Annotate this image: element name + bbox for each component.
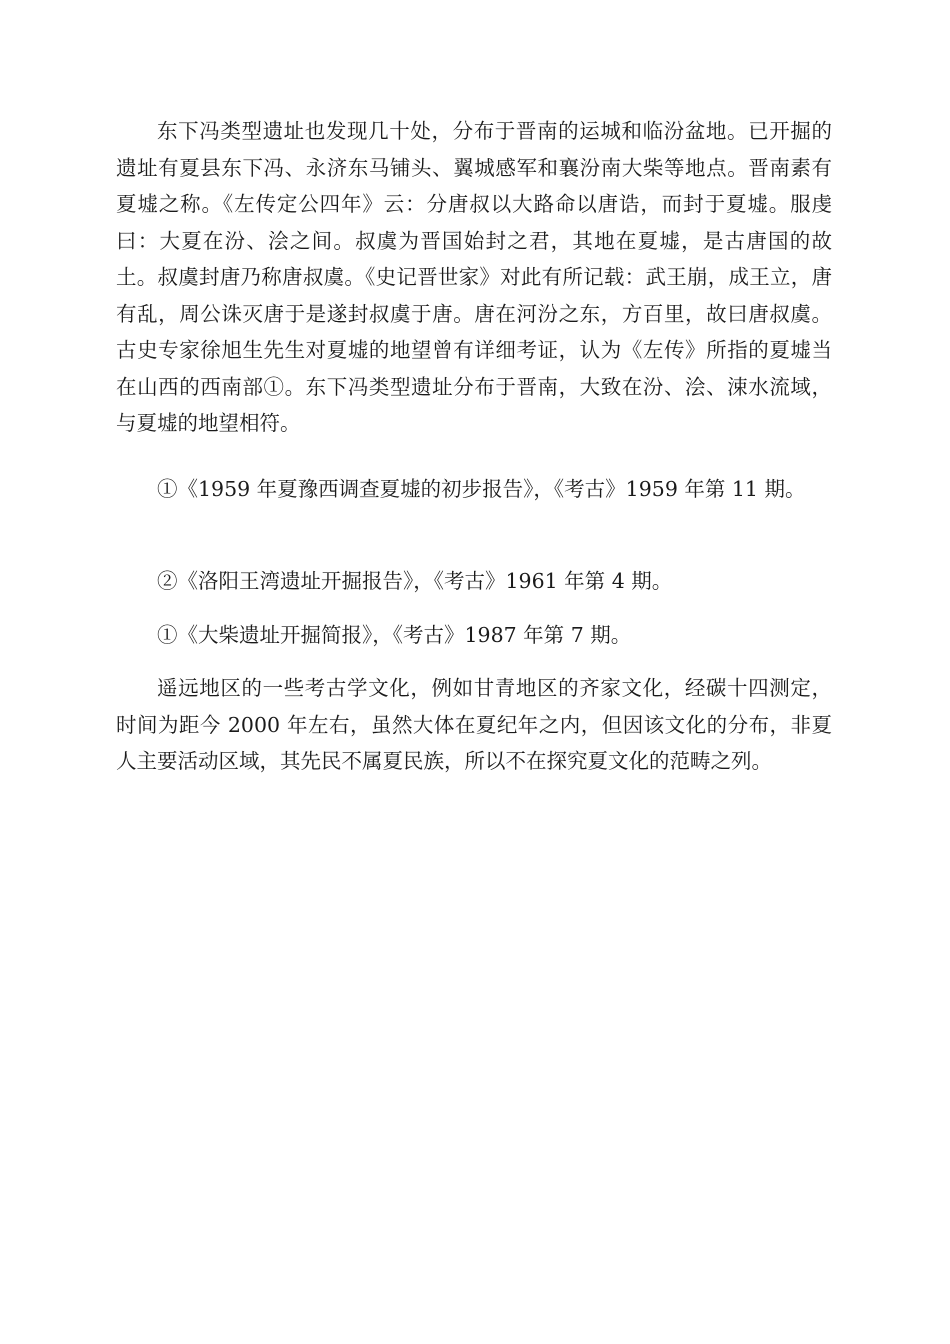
paragraph-dongxiafeng-sites: 东下冯类型遗址也发现几十处，分布于晋南的运城和临汾盆地。已开掘的遗址有夏县东下冯、永济东马铺头、翼城感军和襄汾南大柴等地点。晋南素有夏墟之称。《左传定公四年》云：分唐叔以大路命以唐诰，而封于夏墟。服虔曰：大夏在汾、浍之间。叔虞为晋国始封之君，其地在夏墟，是古唐国的故土。叔虞封唐乃称唐叔虞。《史记晋世家》对此有所记载：武王崩，成王立，唐有乱，周公诛灭唐于是遂封叔虞于唐。唐在河汾之东，方百里，故曰唐叔虞。古史专家徐旭生先生对夏墟的地望曾有详细考证，认为《左传》所指的夏墟当在山西的西南部①。东下冯类型遗址分布于晋南，大致在汾、浍、涑水流域，与夏墟的地望相符。 xyxy=(116,119,832,435)
footnote-wangwan-report: ②《洛阳王湾遗址开掘报告》，《考古》1961 年第 4 期。 xyxy=(157,569,673,593)
footnote-dachai-report: ①《大柴遗址开掘简报》，《考古》1987 年第 7 期。 xyxy=(157,623,632,647)
paragraph-qijia-culture: 遥远地区的一些考古学文化，例如甘青地区的齐家文化，经碳十四测定，时间为距今 2000 年左右，虽然大体在夏纪年之内，但因该文化的分布，非夏人主要活动区域，其先民不属夏民族，所以不在探究夏文化的范畴之列。 xyxy=(116,676,832,773)
footnote-1959-report: ①《1959 年夏豫西调查夏墟的初步报告》，《考古》1959 年第 11 期。 xyxy=(157,477,806,501)
